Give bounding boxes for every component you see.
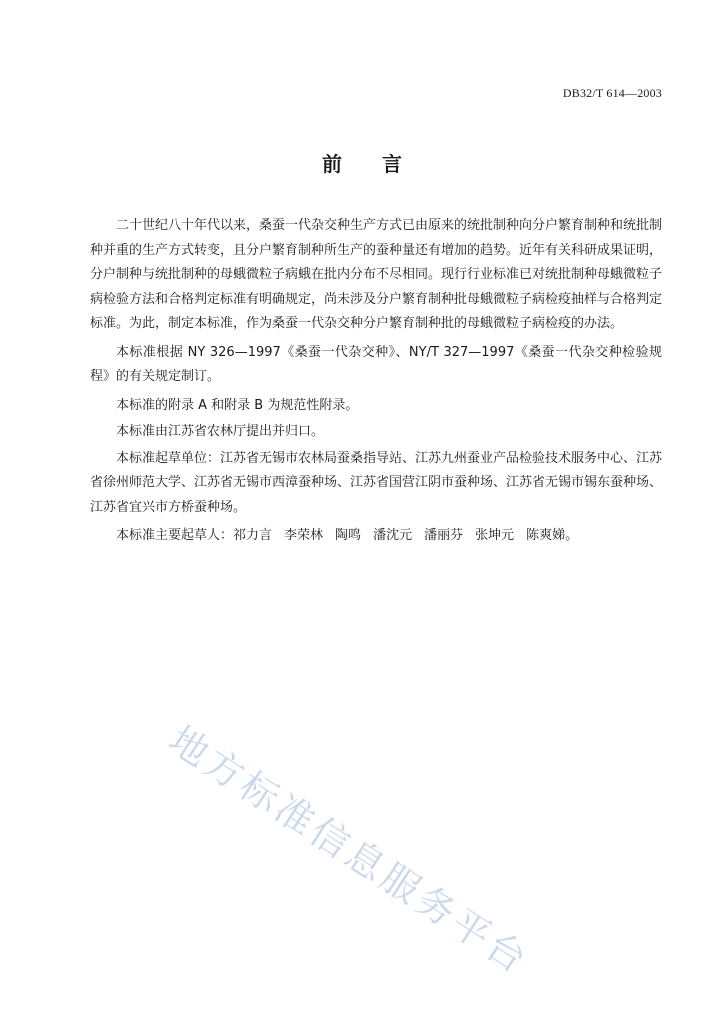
document-body: [90, 214, 662, 553]
drafter-name: 张坤元: [475, 528, 515, 543]
paragraph-drafters: [90, 524, 662, 549]
standard-code: DB32/T 614—2003: [562, 86, 662, 100]
drafter-name: 祁力言: [233, 528, 273, 543]
page-title: 前言: [322, 152, 442, 176]
drafter-name: 陶鸣: [335, 528, 362, 543]
drafters-label: 本标准主要起草人：: [116, 528, 234, 543]
watermark: 地方标准信息服务平台: [161, 717, 538, 984]
paragraph-proposer: 本标准由江苏省农林厅提出并归口。: [116, 424, 325, 439]
drafter-name: 潘沈元: [373, 528, 413, 543]
drafter-name: 潘丽芬: [424, 528, 464, 543]
paragraph-basis: 本标准根据 NY 326—1997《桑蚕一代杂交种》、NY/T 327—1997《桑蚕一代杂交种检验规程》的有关规定制订。: [90, 344, 662, 384]
drafter-name: 陈爽娣。: [526, 528, 579, 543]
drafter-name: 李荣林: [284, 528, 324, 543]
paragraph-drafting-units: 本标准起草单位：江苏省无锡市农林局蚕桑指导站、江苏九州蚕业产品检验技术服务中心、江苏省徐州师范大学、江苏省无锡市西漳蚕种场、江苏省国营江阴市蚕种场、江苏省无锡市锡东蚕种场、江苏省宜兴市方桥蚕种场。: [90, 450, 663, 515]
paragraph-appendix: 本标准的附录 A 和附录 B 为规范性附录。: [116, 397, 359, 413]
paragraph-intro: 二十世纪八十年代以来，桑蚕一代杂交种生产方式已由原来的统批制种向分户繁育制种和统批制种并重的生产方式转变，且分户繁育制种所生产的蚕种量还有增加的趋势。近年有关科研成果证明，分户制种与统批制种的母蛾微粒子病蛾在批内分布不尽相同。现行行业标准已对统批制种母蛾微粒子病检验方法和合格判定标准有明确规定，尚未涉及分户繁育制种批母蛾微粒子病检疫抽样与合格判定标准。为此，制定本标准，作为桑蚕一代杂交种分户繁育制种批的母蛾微粒子病检疫的办法。: [90, 218, 663, 331]
